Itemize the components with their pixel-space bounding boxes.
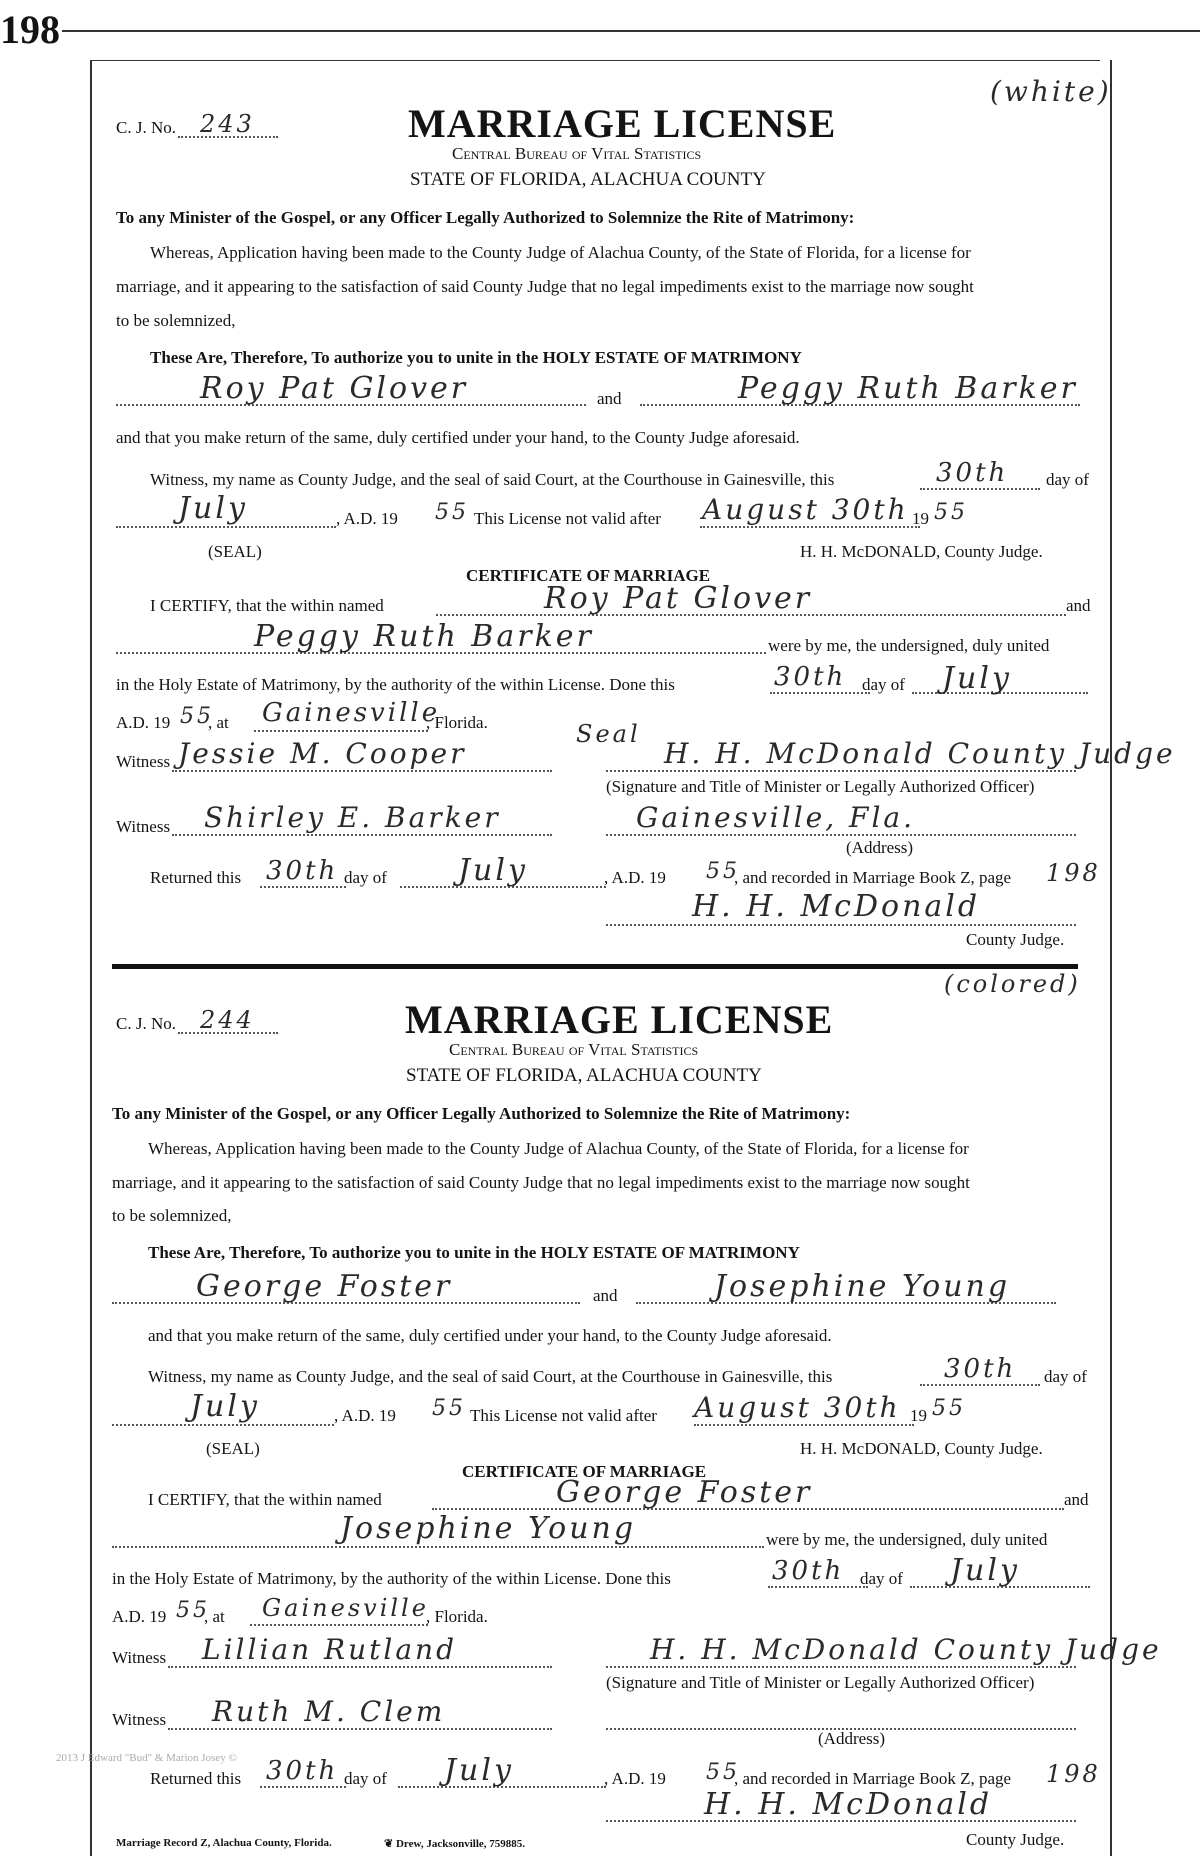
not-valid-label: This License not valid after: [470, 1406, 657, 1425]
top-border-line: [62, 30, 1200, 32]
book-page: 198: [1046, 1760, 1101, 1788]
cert-groom: Roy Pat Glover: [544, 581, 813, 616]
florida-label: , Florida.: [426, 713, 488, 732]
cert-bride: Peggy Ruth Barker: [254, 619, 594, 654]
address-value: Gainesville, Fla.: [636, 801, 916, 834]
witness-1-dots: [172, 770, 552, 772]
officiant-signature: H. H. McDonald County Judge: [664, 737, 1176, 770]
returned-ad-label: , A.D. 19: [604, 1769, 666, 1788]
whereas-1: Whereas, Application having been made to the County Judge of Alachua County, of the State of Florida, for a license for: [148, 1139, 969, 1158]
frame-right-line: [1110, 60, 1112, 1856]
not-valid-label: This License not valid after: [474, 509, 661, 528]
officiant-signature: H. H. McDonald County Judge: [650, 1633, 1162, 1666]
frame-left-line: [90, 60, 92, 1856]
done-day-dots: [770, 692, 870, 694]
returned-day-dots: [260, 1786, 346, 1788]
witness-2-name: Shirley E. Barker: [204, 801, 501, 834]
seal-label: (SEAL): [206, 1439, 260, 1458]
returned-year: 55: [706, 1760, 740, 1785]
address-caption: (Address): [818, 1729, 886, 1748]
expiry-dots: [694, 1424, 914, 1426]
officiant-dots: [606, 1666, 1076, 1668]
race-note: (white): [990, 75, 1112, 108]
ad-label-2: A.D. 19: [112, 1607, 167, 1626]
day-issued-dots: [920, 1384, 1040, 1386]
recorded-label: , and recorded in Marriage Book Z, page: [734, 868, 1012, 887]
whereas-2: marriage, and it appearing to the satisfaction of said County Judge that no legal impediments exist to the marriage now sought: [116, 277, 974, 296]
ad-label: , A.D. 19: [336, 509, 398, 528]
holy-estate-label: in the Holy Estate of Matrimony, by the authority of the within License. Done this: [116, 675, 675, 694]
done-month: July: [942, 661, 1012, 696]
witness-1-name: Jessie M. Cooper: [178, 737, 467, 770]
county-judge-label: County Judge.: [966, 1830, 1065, 1849]
address-caption: (Address): [846, 838, 914, 857]
day-of-label: day of: [1046, 470, 1089, 489]
month-issued-dots: [112, 1424, 334, 1426]
witness-2-label: Witness: [116, 817, 171, 836]
month-issued: July: [190, 1389, 260, 1424]
address-dots: [606, 834, 1076, 836]
bureau-line: Central Bureau of Vital Statistics: [452, 144, 702, 163]
these-are-line: These Are, Therefore, To authorize you to unite in the HOLY ESTATE OF MATRIMONY: [148, 1243, 800, 1262]
judge-signature: H. H. McDonald: [692, 889, 981, 924]
witness-1-label: Witness: [112, 1648, 167, 1667]
florida-label: , Florida.: [426, 1607, 488, 1626]
bureau-line: Central Bureau of Vital Statistics: [449, 1040, 699, 1059]
and-label: and: [597, 389, 622, 408]
witness-2-name: Ruth M. Clem: [212, 1695, 446, 1728]
ad-label-2: A.D. 19: [116, 713, 171, 732]
done-day-of-label: day of: [860, 1569, 903, 1588]
cj-number: 243: [200, 110, 255, 138]
returned-label: Returned this: [150, 1769, 242, 1788]
returned-day-of-label: day of: [344, 1769, 387, 1788]
witness-2-label: Witness: [112, 1710, 167, 1729]
done-day-dots: [768, 1586, 868, 1588]
returned-day: 30th: [266, 1756, 339, 1786]
year-19: 19: [912, 509, 929, 528]
year-19: 19: [910, 1406, 927, 1425]
expiry-date: August 30th: [694, 1391, 901, 1424]
judge-name: H. H. McDONALD, County Judge.: [800, 1439, 1043, 1458]
holy-estate-label: in the Holy Estate of Matrimony, by the authority of the within License. Done this: [112, 1569, 671, 1588]
witness-2-dots: [172, 834, 552, 836]
returned-day-of-label: day of: [344, 868, 387, 887]
whereas-3: to be solemnized,: [112, 1206, 232, 1225]
expiry-year: 55: [932, 1396, 966, 1421]
done-place-dots: [254, 730, 428, 732]
book-page: 198: [1046, 859, 1101, 887]
whereas-3: to be solemnized,: [116, 311, 236, 330]
at-label: , at: [204, 1607, 225, 1626]
footer-watermark: 2013 J Edward "Bud" & Marion Josey ©: [56, 1752, 237, 1764]
these-are-line: These Are, Therefore, To authorize you to unite in the HOLY ESTATE OF MATRIMONY: [150, 348, 802, 367]
cert-groom: George Foster: [556, 1475, 813, 1510]
return-line: and that you make return of the same, duly certified under your hand, to the County Judge aforesaid.: [116, 428, 800, 447]
returned-day-dots: [260, 886, 346, 888]
done-month: July: [950, 1553, 1020, 1588]
returned-year: 55: [706, 859, 740, 884]
day-issued: 30th: [944, 1354, 1017, 1384]
cj-number: 244: [200, 1006, 255, 1034]
witness-2-dots: [168, 1728, 552, 1730]
done-year: 55: [180, 704, 214, 729]
cert-bride-dots: [112, 1546, 764, 1548]
done-day: 30th: [772, 1556, 845, 1586]
state-line: STATE OF FLORIDA, ALACHUA COUNTY: [406, 1065, 762, 1086]
groom-name: Roy Pat Glover: [200, 371, 469, 406]
judge-signature-dots: [606, 924, 1076, 926]
seal-stamp: Seal: [576, 720, 641, 748]
year-issued: 55: [435, 500, 469, 525]
cj-label: C. J. No.: [116, 118, 176, 137]
state-line: STATE OF FLORIDA, ALACHUA COUNTY: [410, 169, 766, 190]
cert-and-label: and: [1064, 1490, 1089, 1509]
expiry-year: 55: [934, 500, 968, 525]
certificate-title: CERTIFICATE OF MARRIAGE: [466, 566, 711, 585]
witness-1-dots: [168, 1666, 552, 1668]
witness-line: Witness, my name as County Judge, and the seal of said Court, at the Courthouse in Gainesville, this: [148, 1367, 833, 1386]
month-issued: July: [178, 491, 248, 526]
license-title: MARRIAGE LICENSE: [408, 101, 837, 146]
ad-label: , A.D. 19: [334, 1406, 396, 1425]
address-line: To any Minister of the Gospel, or any Officer Legally Authorized to Solemnize the Rite of Matrimony:: [112, 1104, 851, 1123]
certify-label: I CERTIFY, that the within named: [148, 1490, 382, 1509]
returned-ad-label: , A.D. 19: [604, 868, 666, 887]
witness-1-name: Lillian Rutland: [202, 1633, 458, 1666]
footer-record: Marriage Record Z, Alachua County, Florida.: [116, 1837, 332, 1849]
frame-top-line: [90, 60, 1100, 61]
cert-bride: Josephine Young: [340, 1511, 637, 1546]
section-divider: [112, 964, 1078, 969]
done-place: Gainesville: [262, 1594, 429, 1622]
expiry-dots: [700, 526, 920, 528]
witness-1-label: Witness: [116, 752, 171, 771]
judge-name: H. H. McDONALD, County Judge.: [800, 542, 1043, 561]
return-line: and that you make return of the same, duly certified under your hand, to the County Judge aforesaid.: [148, 1326, 832, 1345]
bride-name: Josephine Young: [714, 1269, 1011, 1304]
returned-day: 30th: [266, 856, 339, 886]
returned-label: Returned this: [150, 868, 242, 887]
bride-name: Peggy Ruth Barker: [738, 371, 1078, 406]
certificate-title: CERTIFICATE OF MARRIAGE: [462, 1462, 707, 1481]
seal-label: (SEAL): [208, 542, 262, 561]
page-number: 198: [0, 7, 60, 52]
month-issued-dots: [116, 526, 336, 528]
returned-month: July: [444, 1753, 514, 1788]
whereas-2: marriage, and it appearing to the satisfaction of said County Judge that no legal impediments exist to the marriage now sought: [112, 1173, 970, 1192]
returned-month: July: [458, 853, 528, 888]
groom-name: George Foster: [196, 1269, 453, 1304]
officiant-dots: [606, 770, 1076, 772]
done-place-dots: [250, 1624, 428, 1626]
year-issued: 55: [432, 1396, 466, 1421]
day-issued-dots: [920, 488, 1040, 490]
signature-caption: (Signature and Title of Minister or Legally Authorized Officer): [606, 777, 1035, 796]
cj-label: C. J. No.: [116, 1014, 176, 1033]
race-note: (colored): [944, 970, 1081, 998]
footer-printer: ❦ Drew, Jacksonville, 759885.: [384, 1838, 526, 1850]
whereas-1: Whereas, Application having been made to the County Judge of Alachua County, of the State of Florida, for a license for: [150, 243, 971, 262]
done-day-of-label: day of: [862, 675, 905, 694]
license-title: MARRIAGE LICENSE: [405, 997, 834, 1042]
cert-and-label: and: [1066, 596, 1091, 615]
united-label: were by me, the undersigned, duly united: [768, 636, 1050, 655]
address-line: To any Minister of the Gospel, or any Officer Legally Authorized to Solemnize the Rite of Matrimony:: [116, 208, 855, 227]
and-label: and: [593, 1286, 618, 1305]
done-year: 55: [176, 1598, 210, 1623]
day-issued: 30th: [936, 458, 1009, 488]
recorded-label: , and recorded in Marriage Book Z, page: [734, 1769, 1012, 1788]
judge-signature: H. H. McDonald: [704, 1787, 993, 1822]
signature-caption: (Signature and Title of Minister or Legally Authorized Officer): [606, 1673, 1035, 1692]
done-day: 30th: [774, 662, 847, 692]
done-place: Gainesville: [262, 698, 441, 728]
certify-label: I CERTIFY, that the within named: [150, 596, 384, 615]
witness-line: Witness, my name as County Judge, and the seal of said Court, at the Courthouse in Gainesville, this: [150, 470, 835, 489]
expiry-date: August 30th: [702, 493, 909, 526]
county-judge-label: County Judge.: [966, 930, 1065, 949]
day-of-label: day of: [1044, 1367, 1087, 1386]
united-label: were by me, the undersigned, duly united: [766, 1530, 1048, 1549]
at-label: , at: [208, 713, 229, 732]
